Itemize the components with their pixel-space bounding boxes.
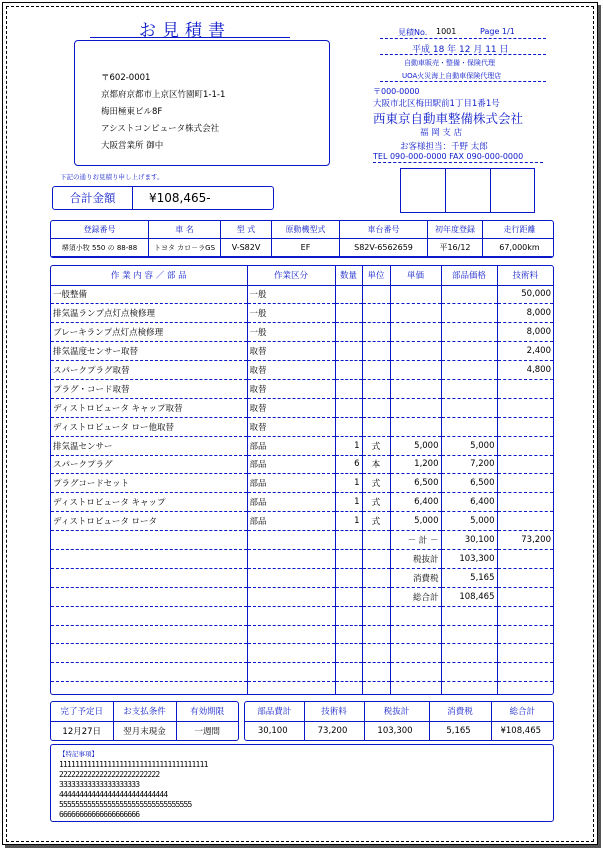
item-cell: [390, 304, 441, 323]
table-row: [51, 361, 553, 380]
item-cell: [335, 625, 362, 644]
table-row: [51, 323, 553, 342]
item-cell: 式: [362, 474, 390, 493]
item-cell: [335, 417, 362, 436]
item-cell: [441, 644, 497, 663]
table-row: [51, 304, 553, 323]
item-cell: 4,800: [497, 361, 553, 380]
vehicle-name: トヨタ カロ－ラGS: [149, 239, 221, 257]
table-row: [51, 398, 553, 417]
terms-table: [50, 701, 239, 741]
item-cell: 一般: [247, 323, 335, 342]
total-amount-value: ¥108,465-: [149, 191, 211, 205]
item-cell: 一般: [247, 285, 335, 304]
vehicle-model: V-S82V: [221, 239, 272, 257]
item-cell: [335, 549, 362, 568]
page-indicator: Page 1/1: [480, 27, 515, 36]
payment-terms: 翌月末現金: [113, 721, 176, 740]
item-cell: 8,000: [497, 304, 553, 323]
remarks-line: 2222222222222222222222222: [59, 770, 160, 779]
item-cell: 6,500: [390, 474, 441, 493]
item-cell: [441, 285, 497, 304]
item-cell: 7,200: [441, 455, 497, 474]
item-cell: [441, 606, 497, 625]
item-cell: [390, 342, 441, 361]
item-cell: 排気温ランプ点灯点検修理: [51, 304, 247, 323]
items-header-cell: 部品価格: [441, 266, 497, 285]
terms-header-cell: 有効期限: [176, 702, 238, 721]
item-cell: [497, 512, 553, 531]
item-cell: [441, 417, 497, 436]
items-header-cell: 技術料: [497, 266, 553, 285]
terms-header-cell: お支払条件: [113, 702, 176, 721]
item-cell: [497, 549, 553, 568]
table-row: [51, 682, 553, 695]
summary-header-cell: 部品費計: [245, 702, 304, 721]
item-cell: [497, 644, 553, 663]
item-cell: [441, 323, 497, 342]
stamp-divider: [490, 169, 491, 212]
item-cell: [362, 285, 390, 304]
terms-header-cell: 完了予定日: [51, 702, 113, 721]
item-cell: [362, 625, 390, 644]
item-cell: 1: [335, 512, 362, 531]
item-cell: プラグ・コード取替: [51, 379, 247, 398]
issuer-tel: TEL 090-000-0000 FAX 090-000-0000: [373, 152, 524, 161]
items-header-cell: 数量: [335, 266, 362, 285]
item-cell: 6,500: [441, 474, 497, 493]
item-cell: [390, 644, 441, 663]
item-cell: [51, 663, 247, 682]
item-cell: [441, 304, 497, 323]
remarks-line: 66666666666666666666: [59, 810, 140, 819]
item-cell: [497, 493, 553, 512]
item-cell: [247, 606, 335, 625]
total-amount-label: 合計金額: [53, 187, 133, 209]
item-cell: [247, 625, 335, 644]
estimate-no-label: 見積No.: [398, 28, 428, 37]
item-cell: プラグコードセット: [51, 474, 247, 493]
remarks-line: 444444444444444444444444444: [59, 790, 168, 799]
item-cell: [335, 342, 362, 361]
item-cell: [362, 417, 390, 436]
table-row: [51, 625, 553, 644]
recipient-box: [74, 40, 330, 166]
table-row: [51, 436, 553, 455]
validity-period: 一週間: [176, 721, 238, 740]
item-cell: [362, 587, 390, 606]
table-row: [51, 379, 553, 398]
item-cell: [51, 587, 247, 606]
item-cell: [362, 568, 390, 587]
item-cell: 式: [362, 512, 390, 531]
completion-date: 12月27日: [62, 726, 102, 737]
title-underline: [90, 37, 290, 38]
vehicle-first-registration: 平16/12: [428, 239, 483, 257]
vehicle-header-cell: 原動機型式: [272, 221, 340, 239]
item-cell: [362, 644, 390, 663]
item-cell: [335, 644, 362, 663]
issuer-address: 大阪市北区梅田駅前1丁目1番1号: [373, 99, 500, 109]
vehicle-header-cell: 走行距離: [483, 221, 555, 239]
item-cell: 108,465: [441, 587, 497, 606]
item-cell: 一般: [247, 304, 335, 323]
item-cell: 6,400: [441, 493, 497, 512]
total-amount-box: [52, 186, 274, 210]
table-row: [51, 587, 553, 606]
vehicle-header-cell: 車台番号: [340, 221, 428, 239]
item-cell: 1,200: [390, 455, 441, 474]
item-cell: 取替: [247, 398, 335, 417]
item-cell: [497, 455, 553, 474]
item-cell: [390, 682, 441, 695]
item-cell: 6: [335, 455, 362, 474]
items-table: [50, 265, 554, 695]
item-cell: 取替: [247, 342, 335, 361]
item-cell: 1: [335, 493, 362, 512]
date-divider: [380, 54, 546, 55]
item-cell: [390, 379, 441, 398]
item-cell: 5,000: [390, 512, 441, 531]
recipient-company: アシストコンピュータ株式会社: [101, 124, 220, 134]
recipient-address: 京都府京都市上京区竹園町1-1-1: [101, 90, 226, 100]
table-row: [51, 663, 553, 682]
item-cell: スパークプラグ: [51, 455, 247, 474]
item-cell: [497, 436, 553, 455]
remarks-line: 33333333333333333333: [59, 780, 140, 789]
item-cell: [497, 474, 553, 493]
item-cell: [362, 549, 390, 568]
item-cell: 73,200: [497, 531, 553, 550]
issuer-divider: [380, 81, 546, 82]
item-cell: 5,000: [441, 512, 497, 531]
issuer-bottom-divider: [373, 162, 543, 163]
vehicle-header-cell: 初年度登録: [428, 221, 483, 239]
item-cell: [335, 587, 362, 606]
item-cell: [51, 549, 247, 568]
item-cell: 式: [362, 436, 390, 455]
item-cell: [362, 379, 390, 398]
item-cell: [441, 663, 497, 682]
item-cell: [497, 663, 553, 682]
item-cell: [247, 682, 335, 695]
item-cell: [390, 285, 441, 304]
item-cell: [362, 663, 390, 682]
item-cell: 本: [362, 455, 390, 474]
item-cell: [335, 568, 362, 587]
item-cell: [441, 625, 497, 644]
meta-divider: [380, 38, 546, 39]
item-cell: [247, 531, 335, 550]
item-cell: 排気温センサー: [51, 436, 247, 455]
item-cell: 1: [335, 436, 362, 455]
item-cell: [497, 398, 553, 417]
recipient-postal: 〒602-0001: [101, 73, 151, 83]
stamp-boxes: [400, 168, 535, 213]
remarks-box: [50, 744, 554, 822]
summary-grand-total: ¥108,465: [491, 721, 553, 740]
item-cell: [362, 398, 390, 417]
item-cell: [497, 417, 553, 436]
item-cell: [335, 398, 362, 417]
item-cell: [390, 361, 441, 380]
item-cell: [362, 682, 390, 695]
item-cell: [497, 606, 553, 625]
item-cell: ディストロビュータ ロータ: [51, 512, 247, 531]
vehicle-header-cell: 登録番号: [51, 221, 149, 239]
issuer-agency: UOA火災海上自動車保険代理店: [402, 72, 502, 80]
remarks-line: 555555555555555555555555555555555: [59, 800, 192, 809]
item-cell: [335, 663, 362, 682]
item-cell: [390, 323, 441, 342]
item-cell: [441, 379, 497, 398]
item-cell: ディストロビュータ キャップ: [51, 493, 247, 512]
item-cell: 2,400: [497, 342, 553, 361]
item-cell: [247, 549, 335, 568]
document-title: お見積書: [139, 21, 231, 41]
issuer-person: お客様担当：千野 太郎: [400, 142, 488, 152]
item-cell: [497, 682, 553, 695]
table-row: [51, 474, 553, 493]
item-cell: 式: [362, 493, 390, 512]
item-cell: 一般整備: [51, 285, 247, 304]
item-cell: [390, 398, 441, 417]
item-cell: [247, 568, 335, 587]
item-cell: [390, 606, 441, 625]
item-cell: [247, 644, 335, 663]
item-cell: [441, 682, 497, 695]
item-cell: 部品: [247, 512, 335, 531]
item-cell: ディストロビュータ ロー他取替: [51, 417, 247, 436]
issuer-company: 西東京自動車整備株式会社: [373, 111, 524, 126]
summary-labor-total: 73,200: [304, 721, 364, 740]
item-cell: 8,000: [497, 323, 553, 342]
item-cell: [335, 531, 362, 550]
item-cell: [335, 379, 362, 398]
item-cell: [497, 379, 553, 398]
item-cell: 部品: [247, 474, 335, 493]
recipient-building: 梅田極東ビル8F: [101, 107, 163, 117]
summary-tax: 5,165: [429, 721, 491, 740]
item-cell: [390, 625, 441, 644]
table-row: [51, 568, 553, 587]
vehicle-engine: EF: [272, 239, 340, 257]
table-row: [51, 512, 553, 531]
items-header-cell: 単価: [390, 266, 441, 285]
item-cell: ブレーキランプ点灯点検修理: [51, 323, 247, 342]
item-cell: [51, 644, 247, 663]
item-cell: [497, 625, 553, 644]
summary-header-cell: 消費税: [429, 702, 491, 721]
item-cell: － 計 －: [390, 531, 441, 550]
remarks-line: 1111111111111111111111111111111111111: [59, 760, 208, 769]
item-cell: 取替: [247, 361, 335, 380]
item-cell: [362, 606, 390, 625]
table-row: [51, 342, 553, 361]
item-cell: [335, 361, 362, 380]
vehicle-table: [50, 220, 554, 258]
item-cell: [390, 417, 441, 436]
recipient-branch: 大阪営業所 御中: [101, 141, 164, 151]
item-cell: 取替: [247, 379, 335, 398]
stamp-divider: [445, 169, 446, 212]
summary-parts-total: 30,100: [257, 725, 288, 736]
item-cell: [362, 323, 390, 342]
item-cell: [441, 342, 497, 361]
item-cell: [51, 625, 247, 644]
vehicle-header-cell: 型 式: [221, 221, 272, 239]
item-cell: [51, 606, 247, 625]
item-cell: [51, 568, 247, 587]
item-cell: [362, 531, 390, 550]
item-cell: [335, 304, 362, 323]
table-row: [51, 644, 553, 663]
item-cell: [362, 342, 390, 361]
item-cell: [441, 398, 497, 417]
items-body: [51, 285, 553, 695]
item-cell: [335, 606, 362, 625]
items-header-cell: 作業区分: [247, 266, 335, 285]
item-cell: 5,000: [390, 436, 441, 455]
item-cell: 総合計: [390, 587, 441, 606]
item-cell: [390, 663, 441, 682]
table-row: [51, 493, 553, 512]
table-row: [51, 549, 553, 568]
item-cell: 税抜計: [390, 549, 441, 568]
vehicle-chassis: S82V-6562659: [340, 239, 428, 257]
summary-pretax-total: 103,300: [364, 721, 429, 740]
items-header-cell: 作 業 内 容 ／ 部 品: [51, 266, 247, 285]
item-cell: 部品: [247, 436, 335, 455]
table-row: [51, 285, 553, 304]
item-cell: 30,100: [441, 531, 497, 550]
item-cell: 5,000: [441, 436, 497, 455]
item-cell: [335, 323, 362, 342]
summary-table: [244, 701, 554, 741]
item-cell: [335, 285, 362, 304]
item-cell: 6,400: [390, 493, 441, 512]
item-cell: [441, 361, 497, 380]
issuer-branch: 福 岡 支 店: [420, 128, 463, 138]
item-cell: 部品: [247, 455, 335, 474]
issuer-postal: 〒000-0000: [373, 87, 420, 96]
summary-header-cell: 技術料: [304, 702, 364, 721]
item-cell: 取替: [247, 417, 335, 436]
item-cell: [247, 587, 335, 606]
item-cell: [247, 663, 335, 682]
item-cell: 1: [335, 474, 362, 493]
summary-header-cell: 総合計: [491, 702, 553, 721]
item-cell: ディストロビュータ キャップ取替: [51, 398, 247, 417]
item-cell: 部品: [247, 493, 335, 512]
issuer-certification: 自動車販売・整備・保険代理: [404, 59, 495, 67]
issue-date: 平成 18 年 12 月 11 日: [412, 45, 509, 55]
item-cell: [362, 361, 390, 380]
estimate-no: 1001: [436, 27, 457, 36]
item-cell: [51, 682, 247, 695]
table-row: [51, 455, 553, 474]
item-cell: [362, 304, 390, 323]
item-cell: 5,165: [441, 568, 497, 587]
vehicle-mileage: 67,000km: [483, 239, 555, 257]
vehicle-header-cell: 車 名: [149, 221, 221, 239]
item-cell: [497, 568, 553, 587]
estimate-notice: 下記の通りお見積り申し上げます。: [60, 173, 164, 181]
items-header-cell: 単位: [362, 266, 390, 285]
item-cell: [497, 587, 553, 606]
vehicle-registration: 堺須小牧 550 の 88-88: [51, 239, 149, 257]
table-row: [51, 417, 553, 436]
table-row: [51, 606, 553, 625]
item-cell: [335, 682, 362, 695]
item-cell: [51, 531, 247, 550]
item-cell: 50,000: [497, 285, 553, 304]
item-cell: スパークプラグ取替: [51, 361, 247, 380]
summary-header-cell: 税抜計: [364, 702, 429, 721]
item-cell: 排気温度センサー取替: [51, 342, 247, 361]
item-cell: 103,300: [441, 549, 497, 568]
remarks-title: 【特記事項】: [59, 750, 98, 758]
table-row: [51, 531, 553, 550]
item-cell: 消費税: [390, 568, 441, 587]
